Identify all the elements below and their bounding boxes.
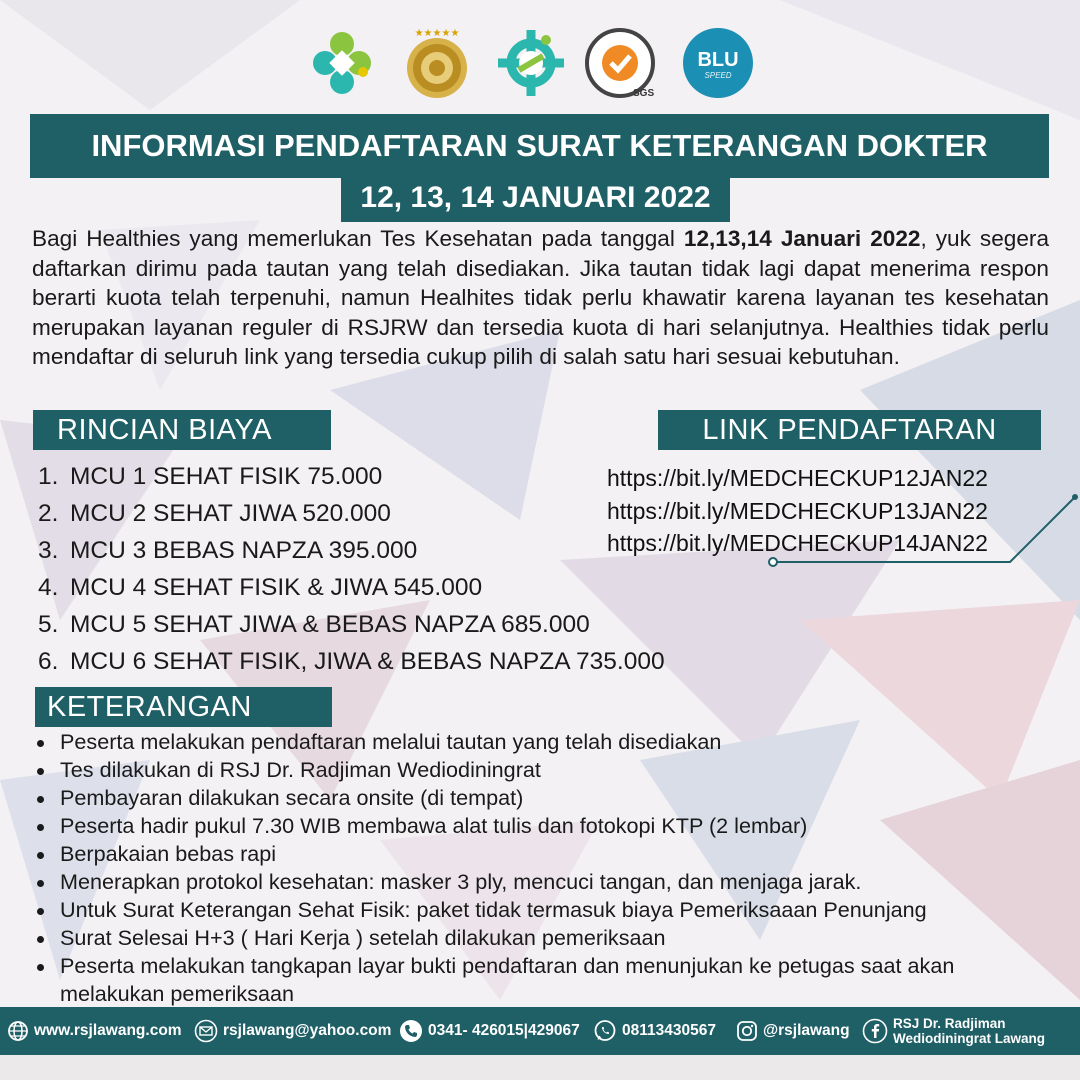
svg-text:★★★★★: ★★★★★ (414, 28, 460, 39)
svg-text:BLU: BLU (697, 49, 739, 71)
website-contact[interactable]: www.rsjlawang.com (7, 1007, 182, 1055)
keterangan-item: Peserta hadir pukul 7.30 WIB membawa alat tulis dan fotokopi KTP (2 lembar) (34, 812, 1044, 840)
globe-icon (7, 1020, 29, 1042)
whatsapp-contact[interactable]: 08113430567 (593, 1007, 716, 1055)
link-pendaftaran-heading: LINK PENDAFTARAN (658, 410, 1041, 450)
keterangan-item: Peserta melakukan pendaftaran melalui tautan yang telah disediakan (34, 728, 1044, 756)
bullet-icon (37, 768, 44, 775)
registration-link-13jan[interactable]: https://bit.ly/MEDCHECKUP13JAN22 (607, 497, 988, 524)
svg-text:SPEED: SPEED (704, 71, 732, 80)
kemenkes-logo-icon (305, 26, 379, 100)
whatsapp-icon (593, 1019, 617, 1043)
biaya-item: 6. MCU 6 SEHAT FISIK, JIWA & BEBAS NAPZA 735.000 (38, 648, 665, 675)
phone-contact[interactable]: 0341- 426015|429067 (399, 1007, 580, 1055)
phone-icon (399, 1019, 423, 1043)
biaya-item: 1. MCU 1 SEHAT FISIK 75.000 (38, 463, 383, 490)
email-contact[interactable]: rsjlawang@yahoo.com (194, 1007, 391, 1055)
registration-link-14jan[interactable]: https://bit.ly/MEDCHECKUP14JAN22 (607, 530, 988, 556)
page-title: INFORMASI PENDAFTARAN SURAT KETERANGAN DOKTER (30, 114, 1049, 178)
bullet-icon (37, 796, 44, 803)
keterangan-item: Surat Selesai H+3 ( Hari Kerja ) setelah dilakukan pemeriksaan (34, 924, 1044, 952)
contact-footer (0, 1007, 1080, 1055)
logo-bar (0, 18, 1080, 108)
biaya-list (38, 458, 665, 680)
instagram-contact[interactable]: @rsjlawang (736, 1007, 850, 1055)
registration-link-12jan[interactable]: https://bit.ly/MEDCHECKUP12JAN22 (607, 465, 988, 491)
biaya-item: 5. MCU 5 SEHAT JIWA & BEBAS NAPZA 685.000 (38, 611, 590, 638)
keterangan-heading: KETERANGAN (35, 687, 332, 727)
five-star-accreditation-seal-icon (400, 26, 474, 100)
footer-bottom-strip (0, 1055, 1080, 1080)
bullet-icon (37, 880, 44, 887)
bullet-icon (37, 936, 44, 943)
rincian-biaya-heading: RINCIAN BIAYA (33, 410, 331, 450)
bullet-icon (37, 964, 44, 971)
keterangan-item: Peserta melakukan tangkapan layar bukti pendaftaran dan menunjukan ke petugas saat akan melakukan pemeriksaan (34, 952, 1044, 1008)
keterangan-item: Untuk Surat Keterangan Sehat Fisik: paket tidak termasuk biaya Pemeriksaaan Penunjang (34, 896, 1044, 924)
registration-links (607, 462, 988, 560)
email-icon (194, 1019, 218, 1043)
svg-text:SGS: SGS (633, 88, 655, 99)
bullet-icon (37, 908, 44, 915)
biaya-item: 2. MCU 2 SEHAT JIWA 520.000 (38, 500, 391, 527)
instagram-icon (736, 1020, 758, 1042)
intro-paragraph: Bagi Healthies yang memerlukan Tes Kesehatan pada tanggal 12,13,14 Januari 2022, yuk segera daftarkan dirimu pada tautan yang telah disediakan. Jika tautan tidak lagi dapat menerima respon berarti kuota telah terpenuhi, namun Healhites tidak perlu khawatir karena layanan tes kesehatan merupakan layanan reguler di RSJRW dan tersedia kuota di hari selanjutnya. Healthies tidak perlu mendaftar di seluruh link yang tersedia cukup pilih di salah satu hari sesuai kebutuhan. (32, 226, 1050, 369)
date-banner: 12, 13, 14 JANUARI 2022 (341, 176, 730, 222)
germas-logo-icon (494, 26, 568, 100)
biaya-item: 3. MCU 3 BEBAS NAPZA 395.000 (38, 537, 418, 564)
facebook-icon (862, 1018, 888, 1044)
bullet-icon (37, 740, 44, 747)
bullet-icon (37, 824, 44, 831)
biaya-item: 4. MCU 4 SEHAT FISIK & JIWA 545.000 (38, 574, 483, 601)
blu-speed-logo-icon (681, 26, 755, 100)
keterangan-item: Berpakaian bebas rapi (34, 840, 1044, 868)
keterangan-item: Tes dilakukan di RSJ Dr. Radjiman Wediodiningrat (34, 756, 1044, 784)
keterangan-item: Pembayaran dilakukan secara onsite (di tempat) (34, 784, 1044, 812)
facebook-contact[interactable]: RSJ Dr. Radjiman Wediodiningrat Lawang (862, 1007, 1045, 1055)
keterangan-item: Menerapkan protokol kesehatan: masker 3 ply, mencuci tangan, dan menjaga jarak. (34, 868, 1044, 896)
keterangan-list (34, 728, 1044, 1008)
iso-9001-sgs-certification-icon (583, 26, 657, 100)
bullet-icon (37, 852, 44, 859)
